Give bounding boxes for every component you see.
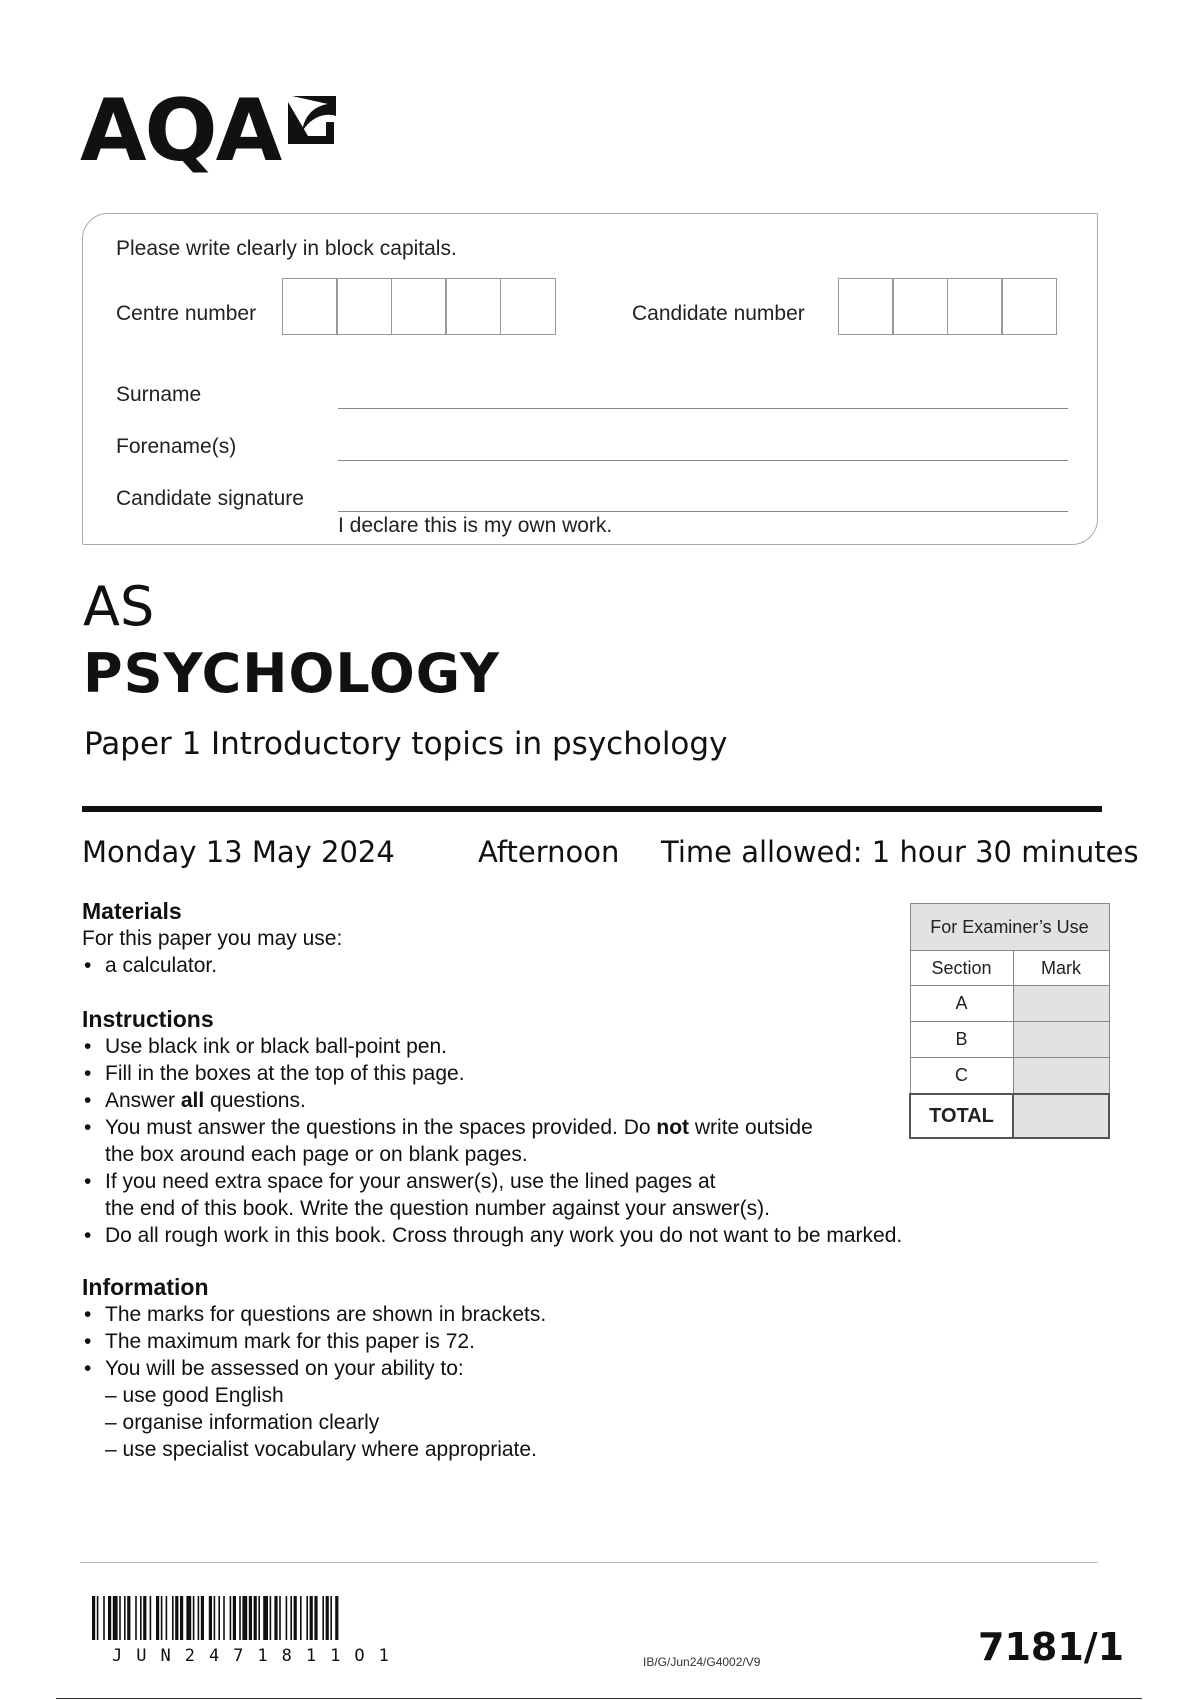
candidate-number-box[interactable]: [892, 278, 948, 335]
mark-column-header: Mark: [1013, 951, 1109, 986]
forenames-line[interactable]: [338, 460, 1068, 461]
assessment-criterion: – use good English: [105, 1384, 284, 1407]
instruction-item: • Use black ink or black ball-point pen.: [82, 1033, 982, 1060]
section-a-mark-cell: [1013, 986, 1109, 1022]
section-b-mark-cell: [1013, 1022, 1109, 1058]
candidate-number-boxes[interactable]: [839, 278, 1057, 335]
declaration-text: I declare this is my own work.: [338, 514, 613, 537]
information-item: • The marks for questions are shown in brackets.: [82, 1301, 842, 1328]
materials-section: [82, 898, 842, 979]
aqa-logo-mark-icon: [284, 92, 340, 148]
assessment-criterion: – use specialist vocabulary where appropriate.: [105, 1438, 537, 1461]
instruction-item: • Answer all questions.: [82, 1087, 982, 1114]
barcode-digits: JUN2471811O1: [112, 1646, 403, 1666]
surname-label: Surname: [116, 383, 202, 406]
information-item: • The maximum mark for this paper is 72.: [82, 1328, 842, 1355]
centre-number-label: Centre number: [116, 302, 257, 325]
section-column-header: Section: [910, 951, 1013, 986]
section-a-label: A: [910, 986, 1013, 1022]
signature-line[interactable]: [338, 511, 1068, 512]
section-c-mark-cell: [1013, 1058, 1109, 1095]
exam-subject: PSYCHOLOGY: [83, 642, 501, 705]
examiners-use-title: For Examiner’s Use: [910, 904, 1109, 951]
footer-divider: [80, 1562, 1098, 1563]
materials-intro: For this paper you may use:: [82, 927, 343, 950]
surname-line[interactable]: [338, 408, 1068, 409]
instruction-item: • If you need extra space for your answer(s), use the lined pages at the end of this book. Write the question number against your answer(s).: [82, 1168, 982, 1222]
document-reference: IB/G/Jun24/G4002/V9: [643, 1655, 761, 1669]
page-bottom-rule: [56, 1698, 1142, 1699]
exam-level: AS: [83, 575, 155, 638]
aqa-logo: [80, 81, 281, 188]
centre-number-box[interactable]: [500, 278, 556, 335]
instruction-item: • Do all rough work in this book. Cross through any work you do not want to be marked.: [82, 1222, 982, 1249]
title-divider: [82, 806, 1102, 812]
instructions-section: [82, 1006, 982, 1249]
instruction-item: • Fill in the boxes at the top of this page.: [82, 1060, 982, 1087]
centre-number-box[interactable]: [445, 278, 501, 335]
barcode-icon: [92, 1596, 474, 1652]
total-label: TOTAL: [910, 1094, 1013, 1138]
candidate-number-box[interactable]: [1001, 278, 1057, 335]
centre-number-box[interactable]: [391, 278, 447, 335]
section-b-label: B: [910, 1022, 1013, 1058]
time-allowed: Time allowed: 1 hour 30 minutes: [661, 835, 1139, 869]
information-section: [82, 1274, 842, 1463]
exam-date: Monday 13 May 2024: [82, 835, 395, 869]
materials-item: • a calculator.: [82, 952, 842, 979]
signature-label: Candidate signature: [116, 487, 304, 510]
section-c-label: C: [910, 1058, 1013, 1095]
examiners-use-table: [909, 903, 1110, 1139]
centre-number-box[interactable]: [282, 278, 338, 335]
information-heading: Information: [82, 1274, 209, 1300]
total-mark-cell: [1013, 1094, 1109, 1138]
instructions-heading: Instructions: [82, 1006, 214, 1032]
candidate-number-box[interactable]: [838, 278, 894, 335]
centre-number-box[interactable]: [336, 278, 392, 335]
instruction-item: • You must answer the questions in the spaces provided. Do not write outside the box around each page or on blank pages.: [82, 1114, 982, 1168]
paper-code: 7181/1: [978, 1625, 1125, 1669]
centre-number-boxes[interactable]: [283, 278, 556, 335]
candidate-number-label: Candidate number: [632, 302, 805, 325]
information-item: • You will be assessed on your ability to:: [82, 1355, 842, 1382]
forenames-label: Forename(s): [116, 435, 237, 458]
assessment-criterion: – organise information clearly: [105, 1411, 380, 1434]
paper-title: Introductory topics in psychology: [211, 726, 728, 762]
exam-session: Afternoon: [478, 835, 620, 869]
candidate-number-box[interactable]: [947, 278, 1003, 335]
materials-heading: Materials: [82, 898, 182, 924]
paper-number: Paper 1: [84, 726, 202, 762]
block-capitals-instruction: Please write clearly in block capitals.: [116, 237, 457, 260]
logo-text: AQA: [80, 81, 281, 181]
